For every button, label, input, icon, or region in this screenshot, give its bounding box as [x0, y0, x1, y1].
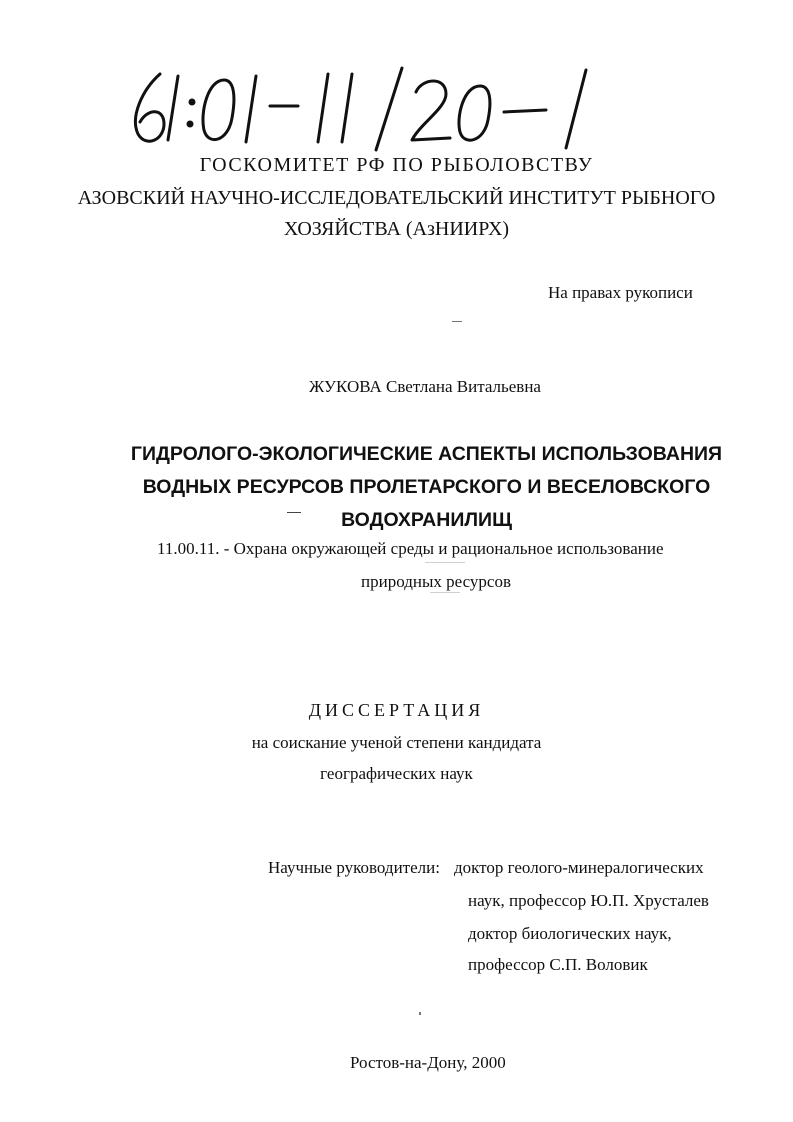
supervisor-line-3: доктор биологических наук, [468, 924, 672, 943]
org-committee: ГОСКОМИТЕТ РФ ПО РЫБОЛОВСТВУ [199, 154, 594, 176]
scan-speck [425, 562, 465, 563]
org-institute: АЗОВСКИЙ НАУЧНО-ИССЛЕДОВАТЕЛЬСКИЙ ИНСТИТУТ РЫБНОГО [77, 187, 716, 209]
supervisors-label: Научные руководители: [268, 858, 440, 877]
title-line-3: ВОДОХРАНИЛИЩ [341, 509, 512, 531]
scan-speck [430, 592, 460, 593]
handwritten-archive-number [120, 62, 640, 152]
supervisor-line-1: доктор геолого-минералогических [454, 858, 704, 877]
city-year: Ростов-на-Дону, 2000 [350, 1053, 506, 1072]
title-line-2: ВОДНЫХ РЕСУРСОВ ПРОЛЕТАРСКОГО И ВЕСЕЛОВСКОГО [142, 476, 711, 498]
supervisor-line-4: профессор С.П. Воловик [468, 955, 648, 974]
document-type: ДИССЕРТАЦИЯ [308, 700, 485, 720]
scan-speck [452, 321, 462, 322]
specialty-line-1: 11.00.11. - Охрана окружающей среды и рациональное использование [157, 539, 664, 558]
degree-line-2: географических наук [320, 764, 473, 783]
author-name: ЖУКОВА Светлана Витальевна [309, 377, 541, 396]
specialty-line-2: природных ресурсов [361, 572, 511, 591]
title-line-1: ГИДРОЛОГО-ЭКОЛОГИЧЕСКИЕ АСПЕКТЫ ИСПОЛЬЗОВАНИЯ [130, 443, 723, 465]
supervisor-line-2: наук, профессор Ю.П. Хрусталев [468, 891, 709, 910]
org-institute-short: ХОЗЯЙСТВА (АзНИИРХ) [283, 218, 510, 240]
degree-line-1: на соискание ученой степени кандидата [251, 733, 542, 752]
manuscript-rights-note: На правах рукописи [548, 283, 693, 302]
scan-mark [287, 512, 301, 513]
scan-speck [419, 1012, 421, 1015]
